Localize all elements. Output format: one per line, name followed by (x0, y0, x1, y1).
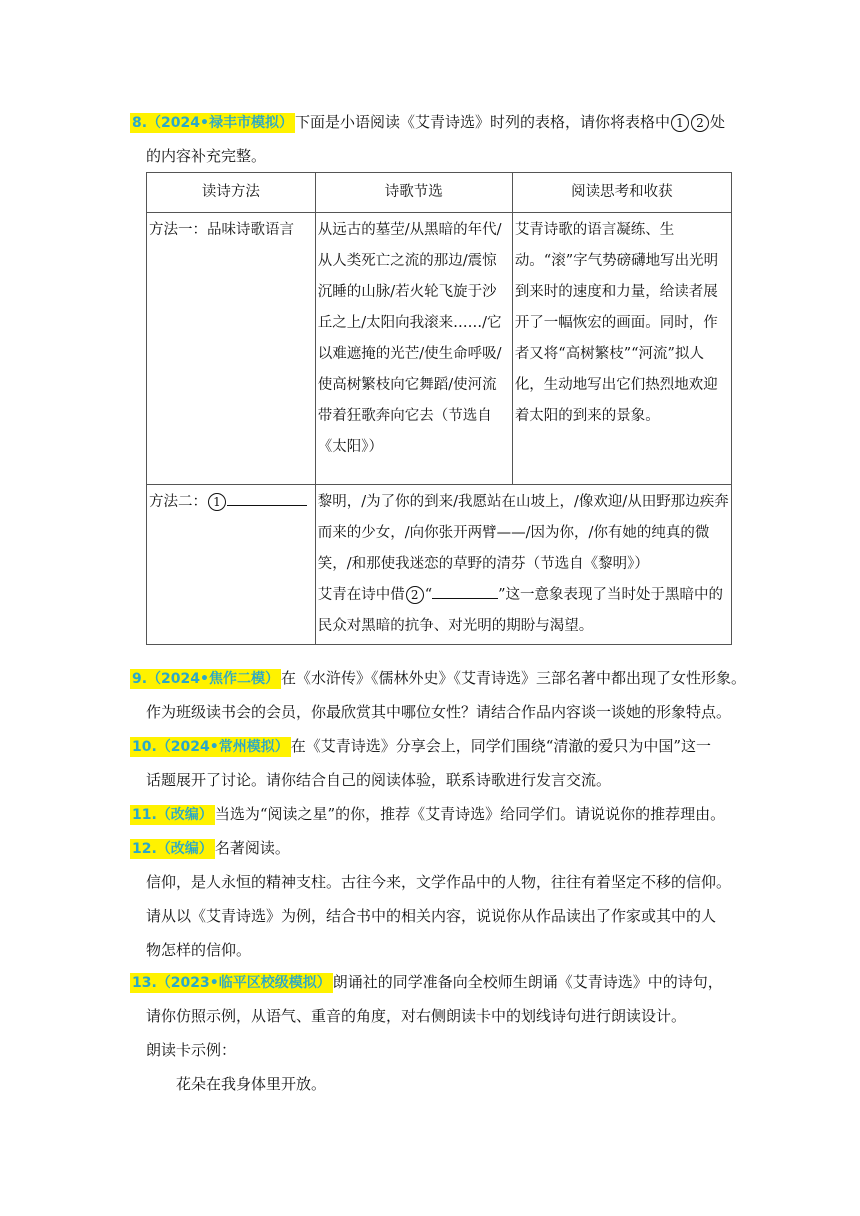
reading-table (146, 172, 732, 645)
question-8-text: 下面是小语阅读《艾青诗选》时列的表格，请你将表格中 (294, 113, 670, 131)
table-row (147, 213, 732, 485)
poem-cell: 从远古的墓茔/从黑暗的年代/从人类死亡之流的那边/震惊沉睡的山脉/若火轮飞旋于沙丘之上/太阳向我滚来……/它以难遮掩的光芒/使生命呼吸/使高树繁枝向它舞蹈/使河流带着狂歌奔向它去（节选自《太阳》） (315, 213, 512, 485)
question-13-text: 朗诵社的同学准备向全校师生朗诵《艾青诗选》中的诗句， (332, 973, 723, 991)
question-13-source-tag: 13.（2023•临平区校级模拟） (132, 975, 331, 991)
question-12-paragraph-line2 (130, 900, 766, 932)
question-12-text-line4: 物怎样的信仰。 (146, 941, 252, 959)
question-13 (130, 966, 740, 999)
thoughts-cell: 艾青诗歌的语言凝练、生动。“滚”字气势磅礴地写出光明到来时的速度和力量，给读者展开了一幅恢宏的画面。同时，作者又将“高树繁枝”“河流”拟人化，生动地写出它们热烈地欢迎着太阳的到来的景象。 (512, 213, 731, 485)
poem-and-note-cell (315, 485, 731, 645)
question-12-text-line3: 请从以《艾青诗选》为例，结合书中的相关内容，说说你从作品读出了作家或其中的人 (146, 907, 717, 925)
reading-card-example-line (130, 1068, 786, 1100)
question-12-source-tag: 12.（改编） (132, 841, 213, 857)
question-13-text-line2: 请你仿照示例，从语气、重音的角度，对右侧朗读卡中的划线诗句进行朗读设计。 (146, 1007, 687, 1025)
table-row (147, 485, 732, 645)
answer-blank-1[interactable] (227, 487, 307, 506)
table-header: 读诗方法 (147, 173, 316, 213)
question-11-text: 当选为“阅读之星”的你，推荐《艾青诗选》给同学们。请说说你的推荐理由。 (214, 805, 726, 823)
question-8-text-line2: 的内容补充完整。 (146, 147, 267, 165)
question-12-text-line2: 信仰，是人永恒的精神支柱。古往今来，文学作品中的人物，往往有着坚定不移的信仰。 (146, 873, 732, 891)
question-9-text-line2: 作为班级读书会的会员，你最欣赏其中哪位女性？请结合作品内容谈一谈她的形象特点。 (146, 703, 732, 721)
question-12-paragraph-line1 (130, 866, 766, 898)
question-9-continuation (130, 696, 766, 728)
question-11 (130, 798, 750, 831)
circled-number-1: 1 (671, 114, 689, 132)
table-header: 诗歌节选 (315, 173, 512, 213)
reading-card-example-label (130, 1034, 756, 1066)
circled-number-1: 1 (208, 493, 226, 511)
question-9-source-tag: 9.（2024•焦作二模） (132, 671, 279, 687)
question-12 (130, 832, 740, 865)
question-8-continuation (130, 140, 756, 172)
question-12-text: 名著阅读。 (214, 839, 290, 857)
table-header: 阅读思考和收获 (512, 173, 731, 213)
reading-card-label: 朗读卡示例： (146, 1041, 237, 1059)
question-10-text-line2: 话题展开了讨论。请你结合自己的阅读体验，联系诗歌进行发言交流。 (146, 771, 612, 789)
question-10-continuation (130, 764, 756, 796)
question-9-text: 在《水浒传》《儒林外史》《艾青诗选》三部名著中都出现了女性形象。 (280, 669, 746, 687)
question-11-source-tag: 11.（改编） (132, 807, 213, 823)
note-text: 艾青在诗中借 (317, 587, 405, 603)
method-label: 方法二： (149, 494, 207, 510)
answer-blank-2[interactable] (432, 580, 498, 599)
question-8-text-end: 处 (710, 113, 726, 131)
method-cell (147, 485, 316, 645)
reading-card-example-text: 花朵在我身体里开放。 (176, 1075, 327, 1093)
question-8-source-tag: 8.（2024•禄丰市模拟） (132, 115, 293, 131)
question-8 (130, 106, 740, 139)
question-9 (130, 662, 750, 695)
circled-number-2: 2 (406, 586, 424, 604)
note-text-end: ”这一意象表现了当时处于黑暗中的民众对黑暗的抗争、对光明的期盼与渴望。 (317, 587, 724, 634)
method-cell: 方法一：品味诗歌语言 (147, 213, 316, 485)
question-10 (130, 730, 740, 763)
question-13-continuation (130, 1000, 756, 1032)
poem-excerpt: 黎明，/为了你的到来/我愿站在山坡上，/像欢迎/从田野那边疾奔而来的少女，/向你张开两臂——/因为你，/你有她的纯真的微笑，/和那使我迷恋的草野的清芬（节选自《黎明》） (317, 494, 729, 572)
circled-number-2: 2 (691, 114, 709, 132)
question-12-paragraph-line3 (130, 934, 756, 966)
table-header-row (147, 173, 732, 213)
question-10-text: 在《艾青诗选》分享会上，同学们围绕“清澈的爱只为中国”这一 (290, 737, 712, 755)
question-10-source-tag: 10.（2024•常州模拟） (132, 739, 289, 755)
poem-note (318, 580, 729, 642)
open-quote: “ (424, 587, 433, 603)
